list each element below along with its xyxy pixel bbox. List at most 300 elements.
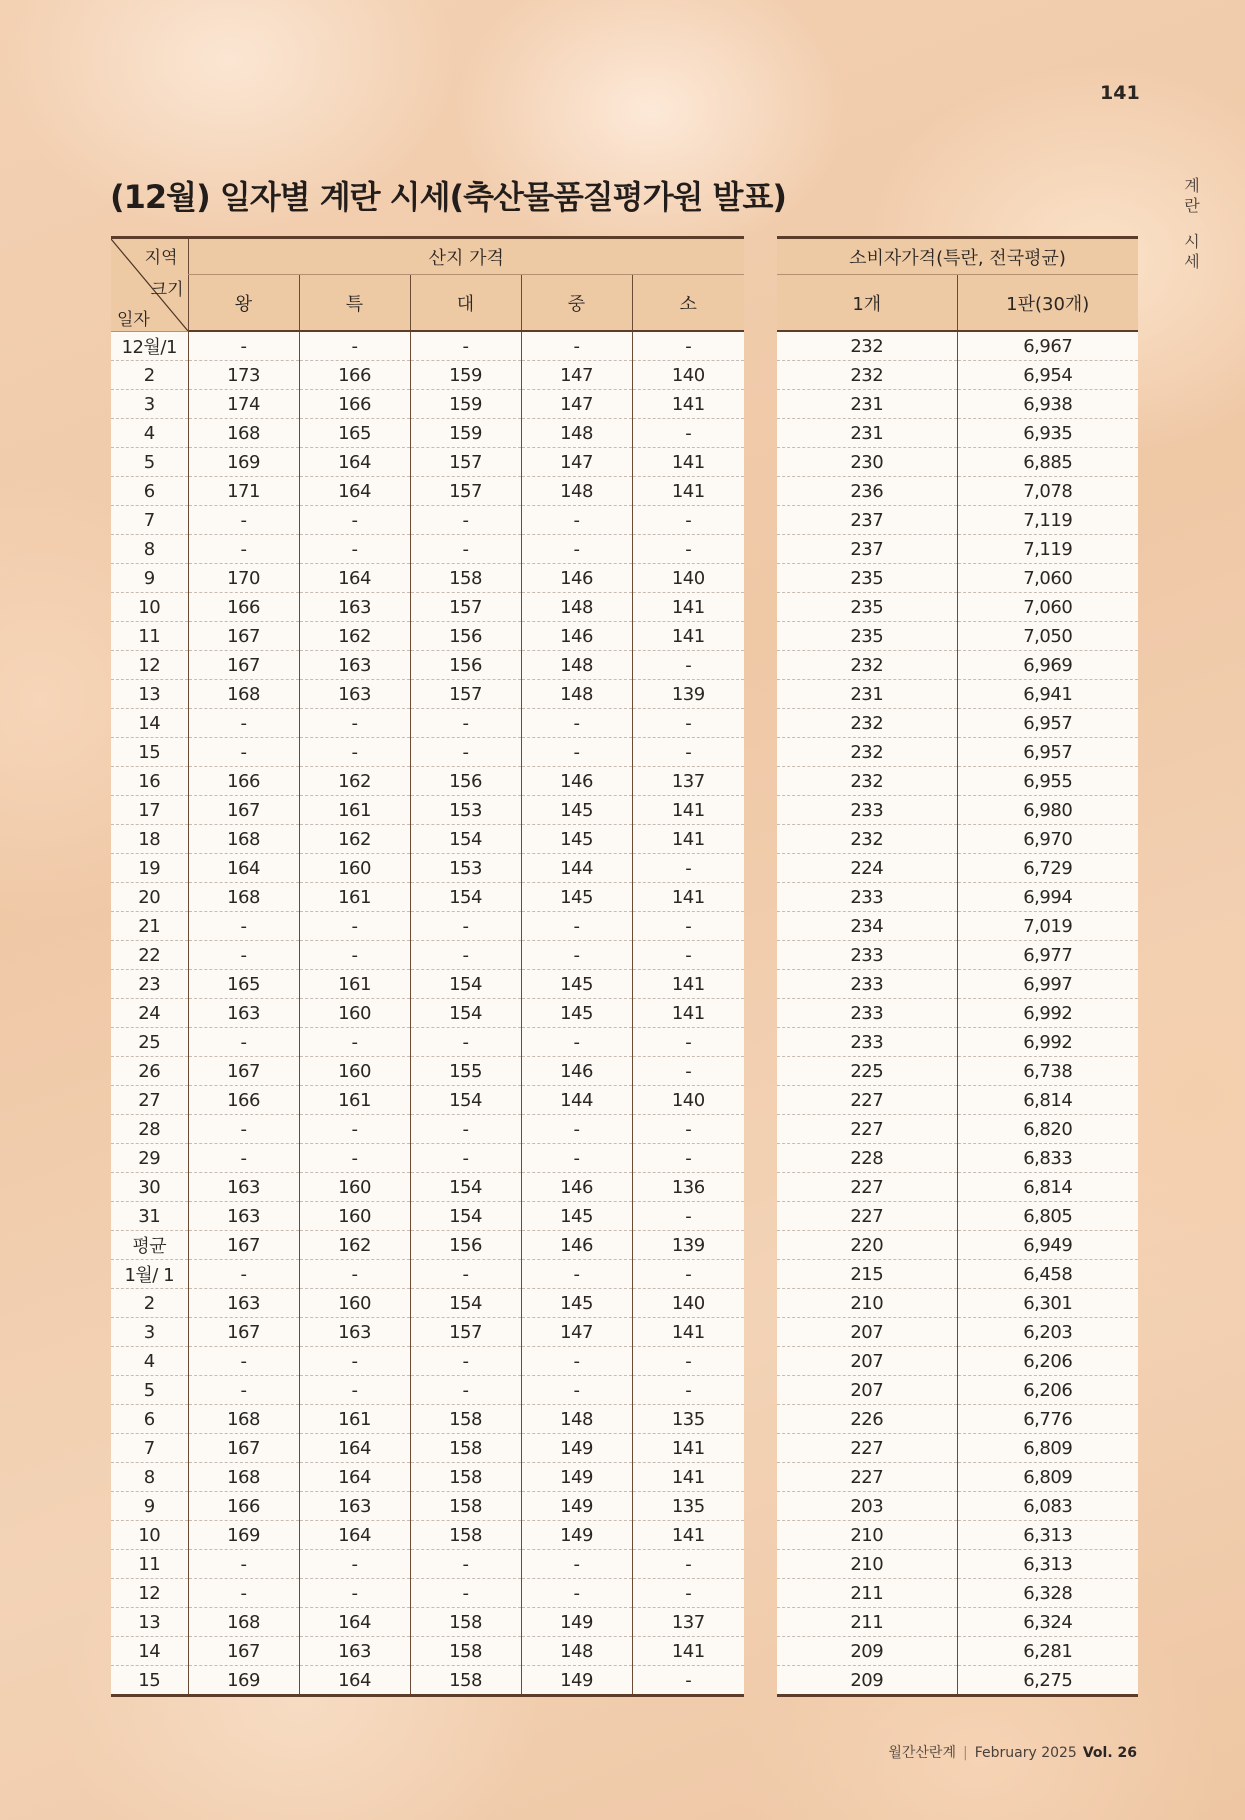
table-cell: 235 bbox=[777, 622, 957, 651]
table-row bbox=[111, 593, 744, 622]
table-cell: 160 bbox=[299, 1057, 410, 1086]
table-cell: - bbox=[410, 506, 521, 535]
table-row bbox=[777, 448, 1138, 477]
table-cell: 평균 bbox=[111, 1231, 188, 1260]
table-cell: 6,776 bbox=[957, 1405, 1138, 1434]
table-cell: - bbox=[188, 941, 299, 970]
table-cell: 9 bbox=[111, 564, 188, 593]
table-cell: 237 bbox=[777, 506, 957, 535]
table-cell: 149 bbox=[521, 1608, 632, 1637]
table-cell: 149 bbox=[521, 1463, 632, 1492]
table-row bbox=[777, 1405, 1138, 1434]
table-cell: 227 bbox=[777, 1173, 957, 1202]
table-cell: 161 bbox=[299, 970, 410, 999]
table-cell: 163 bbox=[299, 651, 410, 680]
side-tab-line1: 계 란 bbox=[1184, 176, 1200, 215]
table-cell: - bbox=[521, 912, 632, 941]
table-cell: 146 bbox=[521, 1173, 632, 1202]
table-cell: 145 bbox=[521, 825, 632, 854]
table-cell: 6,328 bbox=[957, 1579, 1138, 1608]
table-cell: - bbox=[299, 941, 410, 970]
table-cell: 163 bbox=[299, 680, 410, 709]
table-cell: 29 bbox=[111, 1144, 188, 1173]
table-cell: 6,820 bbox=[957, 1115, 1138, 1144]
table-row bbox=[111, 535, 744, 564]
table-row bbox=[777, 1376, 1138, 1405]
table-row bbox=[777, 419, 1138, 448]
table-row bbox=[777, 1637, 1138, 1666]
table-cell: 6,949 bbox=[957, 1231, 1138, 1260]
table-row bbox=[111, 1347, 744, 1376]
table-cell: 211 bbox=[777, 1608, 957, 1637]
table-cell: 6,955 bbox=[957, 767, 1138, 796]
table-cell: - bbox=[299, 1579, 410, 1608]
corner-header-cell bbox=[111, 238, 188, 332]
table-row bbox=[777, 1144, 1138, 1173]
table-cell: - bbox=[188, 738, 299, 767]
table-cell: 145 bbox=[521, 970, 632, 999]
table-cell: 227 bbox=[777, 1463, 957, 1492]
table-cell: 168 bbox=[188, 825, 299, 854]
table-cell: - bbox=[521, 1028, 632, 1057]
table-row bbox=[777, 767, 1138, 796]
table-cell: 167 bbox=[188, 796, 299, 825]
table-cell: 147 bbox=[521, 361, 632, 390]
table-row bbox=[777, 999, 1138, 1028]
table-cell: 157 bbox=[410, 680, 521, 709]
table-cell: - bbox=[410, 941, 521, 970]
table-cell: 167 bbox=[188, 1637, 299, 1666]
table-cell: 158 bbox=[410, 1637, 521, 1666]
table-cell: 168 bbox=[188, 1463, 299, 1492]
table-cell: 145 bbox=[521, 883, 632, 912]
per-tray-header: 1판(30개) bbox=[957, 275, 1138, 332]
table-row bbox=[111, 651, 744, 680]
table-cell: - bbox=[410, 1115, 521, 1144]
table-cell: - bbox=[299, 331, 410, 361]
table-cell: - bbox=[410, 535, 521, 564]
table-cell: 146 bbox=[521, 564, 632, 593]
table-cell: 156 bbox=[410, 651, 521, 680]
table-cell: 148 bbox=[521, 651, 632, 680]
table-cell: 24 bbox=[111, 999, 188, 1028]
table-cell: 158 bbox=[410, 1463, 521, 1492]
table-cell: 210 bbox=[777, 1550, 957, 1579]
table-cell: 6,809 bbox=[957, 1463, 1138, 1492]
table-cell: - bbox=[299, 1028, 410, 1057]
table-row bbox=[111, 1608, 744, 1637]
table-cell: 166 bbox=[188, 767, 299, 796]
table-cell: 233 bbox=[777, 941, 957, 970]
table-cell: 6,957 bbox=[957, 738, 1138, 767]
table-cell: 6,941 bbox=[957, 680, 1138, 709]
table-cell: - bbox=[632, 912, 744, 941]
table-cell: 154 bbox=[410, 970, 521, 999]
table-row bbox=[111, 883, 744, 912]
table-cell: 215 bbox=[777, 1260, 957, 1289]
table-cell: 156 bbox=[410, 767, 521, 796]
table-cell: 167 bbox=[188, 1231, 299, 1260]
table-cell: 140 bbox=[632, 361, 744, 390]
per-egg-header: 1개 bbox=[777, 275, 957, 332]
table-row bbox=[777, 1521, 1138, 1550]
table-row bbox=[111, 680, 744, 709]
table-cell: 7,060 bbox=[957, 593, 1138, 622]
table-cell: 158 bbox=[410, 1666, 521, 1696]
size-header-large: 대 bbox=[410, 275, 521, 332]
table-cell: 163 bbox=[299, 1492, 410, 1521]
table-cell: 146 bbox=[521, 767, 632, 796]
table-cell: 169 bbox=[188, 1666, 299, 1696]
table-cell: 141 bbox=[632, 1318, 744, 1347]
table-cell: 163 bbox=[188, 1173, 299, 1202]
table-cell: 6,935 bbox=[957, 419, 1138, 448]
table-cell: 8 bbox=[111, 1463, 188, 1492]
table-cell: 232 bbox=[777, 331, 957, 361]
table-cell: 227 bbox=[777, 1202, 957, 1231]
table-cell: 163 bbox=[299, 1318, 410, 1347]
table-cell: 159 bbox=[410, 390, 521, 419]
table-cell: 159 bbox=[410, 361, 521, 390]
table-cell: 164 bbox=[299, 1608, 410, 1637]
table-cell: 141 bbox=[632, 1463, 744, 1492]
table-cell: 141 bbox=[632, 1637, 744, 1666]
table-cell: - bbox=[188, 1376, 299, 1405]
table-cell: - bbox=[410, 1550, 521, 1579]
table-cell: 227 bbox=[777, 1086, 957, 1115]
table-cell: - bbox=[632, 419, 744, 448]
table-cell: 141 bbox=[632, 593, 744, 622]
table-cell: 141 bbox=[632, 999, 744, 1028]
table-row bbox=[111, 999, 744, 1028]
table-row bbox=[111, 912, 744, 941]
footer-volume: Vol. 26 bbox=[1082, 1745, 1137, 1761]
table-cell: 12 bbox=[111, 1579, 188, 1608]
table-cell: 146 bbox=[521, 1231, 632, 1260]
table-cell: 141 bbox=[632, 825, 744, 854]
table-cell: 6,083 bbox=[957, 1492, 1138, 1521]
table-cell: 135 bbox=[632, 1405, 744, 1434]
table-cell: - bbox=[632, 331, 744, 361]
table-cell: 136 bbox=[632, 1173, 744, 1202]
table-cell: 10 bbox=[111, 1521, 188, 1550]
table-cell: 8 bbox=[111, 535, 188, 564]
table-cell: 4 bbox=[111, 419, 188, 448]
table-cell: - bbox=[521, 535, 632, 564]
table-cell: 161 bbox=[299, 796, 410, 825]
table-row bbox=[777, 1173, 1138, 1202]
table-cell: - bbox=[632, 941, 744, 970]
consumer-price-table bbox=[777, 236, 1138, 1697]
table-cell: 4 bbox=[111, 1347, 188, 1376]
table-cell: 7,060 bbox=[957, 564, 1138, 593]
table-cell: 235 bbox=[777, 564, 957, 593]
table-cell: 6,275 bbox=[957, 1666, 1138, 1696]
table-cell: - bbox=[299, 1115, 410, 1144]
table-cell: 167 bbox=[188, 1057, 299, 1086]
table-cell: 156 bbox=[410, 1231, 521, 1260]
table-cell: 153 bbox=[410, 796, 521, 825]
table-cell: 232 bbox=[777, 738, 957, 767]
table-cell: 149 bbox=[521, 1492, 632, 1521]
table-cell: 6,805 bbox=[957, 1202, 1138, 1231]
table-cell: 207 bbox=[777, 1318, 957, 1347]
table-cell: 160 bbox=[299, 1202, 410, 1231]
table-row bbox=[111, 738, 744, 767]
table-cell: 162 bbox=[299, 1231, 410, 1260]
table-cell: 162 bbox=[299, 767, 410, 796]
table-cell: - bbox=[188, 1144, 299, 1173]
table-cell: 6,969 bbox=[957, 651, 1138, 680]
table-cell: - bbox=[299, 709, 410, 738]
table-cell: 167 bbox=[188, 1318, 299, 1347]
table-cell: 164 bbox=[188, 854, 299, 883]
table-cell: 148 bbox=[521, 477, 632, 506]
table-cell: 140 bbox=[632, 1086, 744, 1115]
table-cell: 7 bbox=[111, 506, 188, 535]
table-cell: 235 bbox=[777, 593, 957, 622]
table-cell: 167 bbox=[188, 651, 299, 680]
table-cell: 220 bbox=[777, 1231, 957, 1260]
table-cell: 164 bbox=[299, 1521, 410, 1550]
table-cell: - bbox=[521, 1579, 632, 1608]
table-cell: 170 bbox=[188, 564, 299, 593]
table-cell: 210 bbox=[777, 1521, 957, 1550]
table-cell: 6,967 bbox=[957, 331, 1138, 361]
table-row bbox=[111, 1376, 744, 1405]
table-row bbox=[777, 912, 1138, 941]
table-cell: 7,050 bbox=[957, 622, 1138, 651]
table-row bbox=[111, 419, 744, 448]
table-row bbox=[777, 1260, 1138, 1289]
table-cell: 154 bbox=[410, 1289, 521, 1318]
table-cell: - bbox=[410, 738, 521, 767]
table-cell: 144 bbox=[521, 854, 632, 883]
table-cell: 227 bbox=[777, 1115, 957, 1144]
table-cell: 6,814 bbox=[957, 1173, 1138, 1202]
table-cell: - bbox=[521, 1115, 632, 1144]
table-cell: 20 bbox=[111, 883, 188, 912]
table-cell: - bbox=[188, 912, 299, 941]
table-cell: 15 bbox=[111, 738, 188, 767]
table-row bbox=[777, 1028, 1138, 1057]
table-row bbox=[777, 1434, 1138, 1463]
table-row bbox=[777, 477, 1138, 506]
table-cell: 233 bbox=[777, 796, 957, 825]
table-cell: - bbox=[632, 651, 744, 680]
table-cell: 6,206 bbox=[957, 1347, 1138, 1376]
table-cell: 226 bbox=[777, 1405, 957, 1434]
table-cell: 137 bbox=[632, 1608, 744, 1637]
table-cell: 27 bbox=[111, 1086, 188, 1115]
table-cell: 231 bbox=[777, 419, 957, 448]
table-cell: 28 bbox=[111, 1115, 188, 1144]
table-row bbox=[111, 767, 744, 796]
table-row bbox=[777, 1115, 1138, 1144]
table-cell: 6,833 bbox=[957, 1144, 1138, 1173]
table-cell: - bbox=[188, 506, 299, 535]
table-row bbox=[777, 1202, 1138, 1231]
table-cell: 164 bbox=[299, 477, 410, 506]
table-cell: - bbox=[188, 709, 299, 738]
table-cell: 157 bbox=[410, 448, 521, 477]
table-cell: - bbox=[632, 709, 744, 738]
footer-date: February 2025 bbox=[974, 1745, 1077, 1761]
table-row bbox=[111, 1434, 744, 1463]
table-cell: 168 bbox=[188, 1608, 299, 1637]
corner-size-label: 크기 bbox=[150, 280, 184, 300]
table-cell: 141 bbox=[632, 448, 744, 477]
table-cell: 234 bbox=[777, 912, 957, 941]
table-row bbox=[111, 1057, 744, 1086]
table-cell: - bbox=[521, 1144, 632, 1173]
table-cell: 6,313 bbox=[957, 1521, 1138, 1550]
table-cell: 149 bbox=[521, 1434, 632, 1463]
table-row bbox=[111, 709, 744, 738]
table-row bbox=[777, 1666, 1138, 1696]
table-cell: - bbox=[632, 738, 744, 767]
table-cell: 166 bbox=[188, 1492, 299, 1521]
table-row bbox=[777, 1579, 1138, 1608]
table-row bbox=[111, 1521, 744, 1550]
table-row bbox=[111, 970, 744, 999]
table-cell: 203 bbox=[777, 1492, 957, 1521]
table-cell: 148 bbox=[521, 593, 632, 622]
table-cell: 207 bbox=[777, 1376, 957, 1405]
table-cell: 147 bbox=[521, 390, 632, 419]
table-cell: 171 bbox=[188, 477, 299, 506]
table-row bbox=[777, 1550, 1138, 1579]
table-cell: 232 bbox=[777, 825, 957, 854]
table-cell: - bbox=[632, 1347, 744, 1376]
table-row bbox=[111, 564, 744, 593]
table-cell: 7 bbox=[111, 1434, 188, 1463]
table-cell: 18 bbox=[111, 825, 188, 854]
table-cell: - bbox=[521, 1376, 632, 1405]
table-row bbox=[111, 941, 744, 970]
table-cell: 155 bbox=[410, 1057, 521, 1086]
corner-date-label: 일자 bbox=[117, 310, 150, 330]
table-cell: - bbox=[632, 1666, 744, 1696]
table-cell: 141 bbox=[632, 390, 744, 419]
table-row bbox=[777, 506, 1138, 535]
table-cell: 211 bbox=[777, 1579, 957, 1608]
table-row bbox=[111, 825, 744, 854]
table-row bbox=[777, 1492, 1138, 1521]
table-cell: 6,313 bbox=[957, 1550, 1138, 1579]
table-row bbox=[111, 1492, 744, 1521]
table-cell: 10 bbox=[111, 593, 188, 622]
table-row bbox=[111, 1550, 744, 1579]
table-row bbox=[777, 796, 1138, 825]
table-cell: 11 bbox=[111, 1550, 188, 1579]
table-cell: - bbox=[632, 1028, 744, 1057]
table-cell: 139 bbox=[632, 1231, 744, 1260]
table-cell: 163 bbox=[299, 593, 410, 622]
table-cell: 6,957 bbox=[957, 709, 1138, 738]
table-row bbox=[777, 941, 1138, 970]
table-cell: 6,206 bbox=[957, 1376, 1138, 1405]
table-cell: - bbox=[299, 506, 410, 535]
table-cell: 31 bbox=[111, 1202, 188, 1231]
table-cell: 160 bbox=[299, 854, 410, 883]
table-cell: 6,970 bbox=[957, 825, 1138, 854]
table-cell: - bbox=[299, 738, 410, 767]
table-row bbox=[777, 1347, 1138, 1376]
table-cell: 231 bbox=[777, 390, 957, 419]
table-row bbox=[777, 825, 1138, 854]
table-cell: 157 bbox=[410, 593, 521, 622]
table-row bbox=[111, 477, 744, 506]
table-cell: 7,119 bbox=[957, 506, 1138, 535]
table-cell: 5 bbox=[111, 1376, 188, 1405]
table-cell: 141 bbox=[632, 1434, 744, 1463]
page-title: (12월) 일자별 계란 시세(축산물품질평가원 발표) bbox=[110, 178, 787, 216]
table-cell: 22 bbox=[111, 941, 188, 970]
table-row bbox=[111, 448, 744, 477]
table-cell: - bbox=[632, 1202, 744, 1231]
table-row bbox=[111, 1637, 744, 1666]
table-cell: 6,324 bbox=[957, 1608, 1138, 1637]
table-cell: 169 bbox=[188, 448, 299, 477]
table-cell: 163 bbox=[188, 999, 299, 1028]
table-cell: 168 bbox=[188, 419, 299, 448]
table-cell: 168 bbox=[188, 1405, 299, 1434]
table-row bbox=[111, 1666, 744, 1696]
table-cell: 144 bbox=[521, 1086, 632, 1115]
table-cell: 141 bbox=[632, 1521, 744, 1550]
size-header-medium: 중 bbox=[521, 275, 632, 332]
table-cell: - bbox=[410, 709, 521, 738]
table-cell: 163 bbox=[188, 1289, 299, 1318]
table-cell: 159 bbox=[410, 419, 521, 448]
table-row bbox=[111, 1231, 744, 1260]
table-cell: 166 bbox=[188, 593, 299, 622]
table-cell: 232 bbox=[777, 651, 957, 680]
table-cell: 6,997 bbox=[957, 970, 1138, 999]
table-cell: 169 bbox=[188, 1521, 299, 1550]
table-cell: 6,738 bbox=[957, 1057, 1138, 1086]
table-cell: - bbox=[521, 506, 632, 535]
table-row bbox=[111, 506, 744, 535]
table-cell: 236 bbox=[777, 477, 957, 506]
table-cell: 145 bbox=[521, 1289, 632, 1318]
table-cell: 225 bbox=[777, 1057, 957, 1086]
table-cell: 12 bbox=[111, 651, 188, 680]
table-cell: - bbox=[410, 331, 521, 361]
table-row bbox=[777, 1318, 1138, 1347]
table-cell: 164 bbox=[299, 564, 410, 593]
table-cell: 6 bbox=[111, 477, 188, 506]
table-cell: 161 bbox=[299, 1405, 410, 1434]
table-row bbox=[777, 970, 1138, 999]
table-cell: 6,938 bbox=[957, 390, 1138, 419]
table-cell: 149 bbox=[521, 1521, 632, 1550]
table-cell: 6,814 bbox=[957, 1086, 1138, 1115]
table-cell: 25 bbox=[111, 1028, 188, 1057]
table-cell: 167 bbox=[188, 1434, 299, 1463]
table-cell: 165 bbox=[188, 970, 299, 999]
table-cell: 210 bbox=[777, 1289, 957, 1318]
table-cell: - bbox=[410, 1260, 521, 1289]
table-cell: 157 bbox=[410, 477, 521, 506]
table-cell: 23 bbox=[111, 970, 188, 999]
footer bbox=[888, 1742, 1137, 1762]
table-row bbox=[111, 1463, 744, 1492]
table-cell: 26 bbox=[111, 1057, 188, 1086]
table-cell: 161 bbox=[299, 1086, 410, 1115]
table-row bbox=[777, 709, 1138, 738]
